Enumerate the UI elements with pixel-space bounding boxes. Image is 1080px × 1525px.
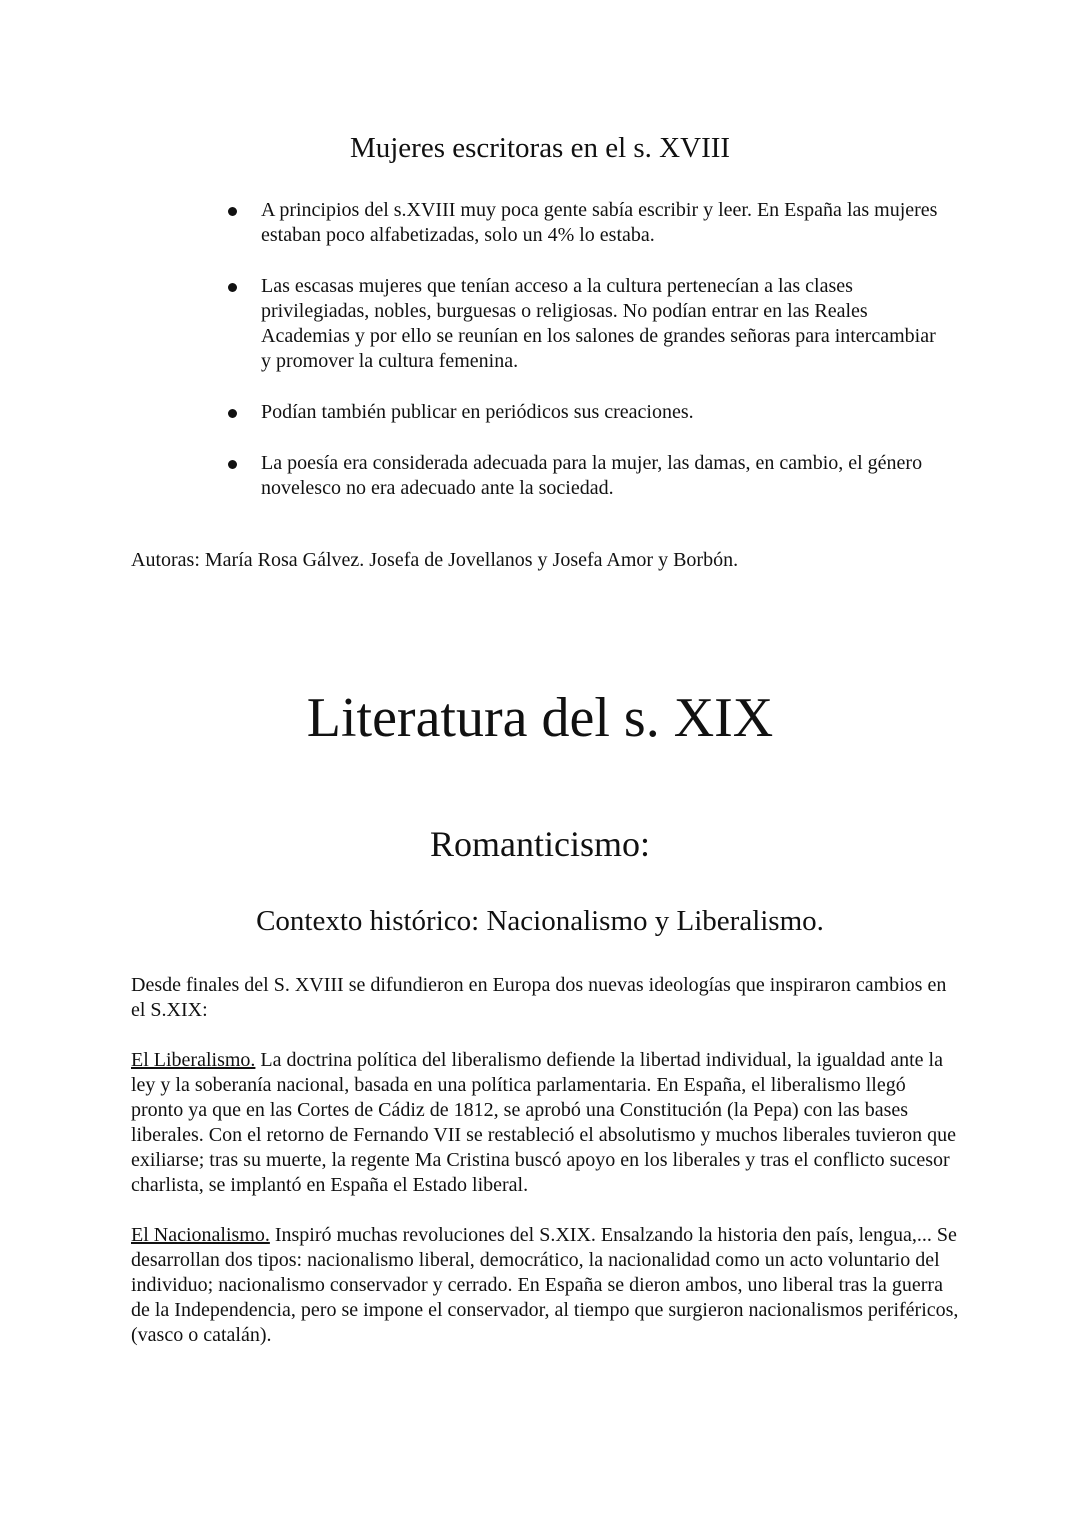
list-item-text: La poesía era considerada adecuada para la mujer, las damas, en cambio, el género novelesco no era adecuado ante la sociedad. — [261, 452, 923, 499]
section-title-romanticismo: Romanticismo: — [430, 824, 650, 864]
list-item — [228, 400, 940, 425]
list-item-text: A principios del s.XVIII muy poca gente sabía escribir y leer. En España las mujeres estaban poco alfabetizadas, solo un 4% lo estaba. — [261, 199, 938, 246]
liberalismo-text: La doctrina política del liberalismo defiende la libertad individual, la igualdad ante la ley y la soberanía nacional, basada en una política parlamentaria. En España, el liberalismo llegó pronto ya que en las Cortes de Cádiz de 1812, se aprobó una Constitución (la Pepa) con las bases liberales. Con el retorno de Fernando VII se restableció el absolutismo y muchos liberales tuvieron que exiliarse; tras su muerte, la regente Ma Cristina buscó apoyo en los liberales y tras el conflicto sucesor charlista, se implantó en España el Estado liberal. — [131, 1049, 956, 1196]
autoras-paragraph: Autoras: María Rosa Gálvez. Josefa de Jovellanos y Josefa Amor y Borbón. — [131, 549, 739, 571]
page-title-literatura-xix: Literatura del s. XIX — [306, 687, 774, 749]
list-item-text: Las escasas mujeres que tenían acceso a la cultura pertenecían a las clases privilegiadas, nobles, burguesas o religiosas. No podían entrar en las Reales Academias y por ello se reunían en los salones de grandes señoras para intercambiar y promover la cultura femenina. — [261, 275, 936, 372]
nacionalismo-paragraph — [131, 1223, 961, 1348]
section-title-mujeres-escritoras: Mujeres escritoras en el s. XVIII — [349, 132, 731, 164]
list-item — [228, 451, 940, 501]
nacionalismo-term: El Nacionalismo. — [131, 1224, 270, 1246]
bullet-icon — [228, 460, 237, 469]
bullet-list — [228, 198, 940, 527]
list-item-text: Podían también publicar en periódicos sus creaciones. — [261, 401, 694, 423]
subsection-title-contexto-historico: Contexto histórico: Nacionalismo y Liberalismo. — [256, 905, 824, 937]
bullet-icon — [228, 207, 237, 216]
nacionalismo-text: Inspiró muchas revoluciones del S.XIX. Ensalzando la historia den país, lengua,... Se desarrollan dos tipos: nacionalismo liberal, democrático, la nacionalidad como un acto voluntario del individuo; nacionalismo conservador y cerrado. En España se dieron ambos, uno liberal tras la guerra de la Independencia, pero se impone el conservador, al tiempo que surgieron nacionalismos periféricos, (vasco o catalán). — [131, 1224, 959, 1346]
liberalismo-term: El Liberalismo. — [131, 1049, 256, 1071]
liberalismo-paragraph — [131, 1048, 961, 1198]
bullet-icon — [228, 283, 237, 292]
bullet-icon — [228, 409, 237, 418]
list-item — [228, 274, 940, 374]
intro-paragraph: Desde finales del S. XVIII se difundieron en Europa dos nuevas ideologías que inspiraron cambios en el S.XIX: — [131, 974, 947, 1021]
list-item — [228, 198, 940, 248]
